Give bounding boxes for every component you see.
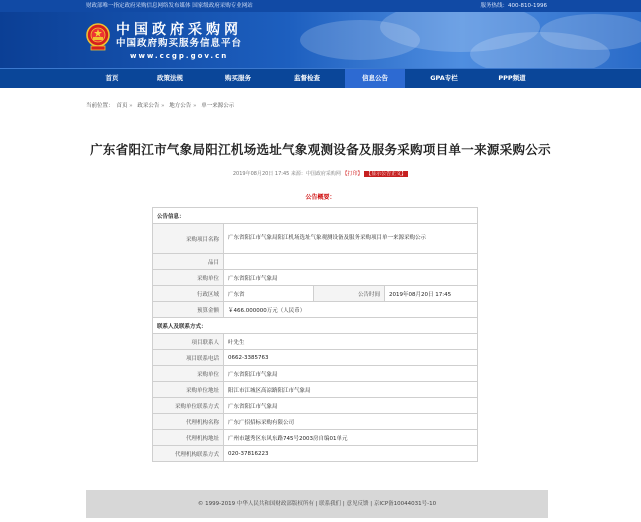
table-row [153,430,478,446]
nav-item-supervision[interactable]: 监督检查 [294,74,320,82]
buyer-value: 广东省阳江市气象局 [224,270,478,286]
breadcrumb-current[interactable]: 单一来源公示 [201,103,235,109]
budget-value: ￥466.000000万元（人民币） [224,302,478,318]
breadcrumb-separator: » [193,103,197,109]
field-label: 代理机构名称 [153,414,224,430]
table-row [153,350,478,366]
publish-info: 2019年08月20日 17:45 来源：中国政府采购网 [232,171,343,177]
service-hotline: 服务热线：400-810-1996 [480,3,547,9]
table-row [153,414,478,430]
field-label: 公告时间 [314,286,385,302]
table-row [153,208,478,224]
field-label: 代理机构联系方式 [153,446,224,462]
table-row [153,318,478,334]
agency-name-value: 广东广招招标采购有限公司 [224,414,478,430]
table-row [153,382,478,398]
table-row [153,270,478,286]
table-row [153,334,478,350]
project-name-value: 广东省阳江市气象局阳江机场选址气象观测设备及服务采购项目单一来源采购公示 [224,224,478,254]
breadcrumb-separator: » [161,103,165,109]
buyer-unit-value: 广东省阳江市气象局 [224,366,478,382]
breadcrumb [86,101,234,109]
agency-contact-value: 020-37816223 [224,446,478,462]
nav-item-announcements[interactable]: 信息公告 [345,69,405,88]
table-row [153,286,478,302]
region-value: 广东省 [224,286,314,302]
field-label: 采购单位 [153,270,224,286]
logo-subtitle: 中国政府购买服务信息平台 [116,38,243,49]
nav-item-purchase-services[interactable]: 购买服务 [225,74,251,82]
breadcrumb-notices[interactable]: 政采公告 [137,103,160,109]
buyer-address-value: 阳江市江城区高凉路阳江市气象局 [224,382,478,398]
breadcrumb-home[interactable]: 首页 [116,103,128,109]
nav-item-policy[interactable]: 政策法规 [157,74,183,82]
field-label: 采购项目名称 [153,224,224,254]
section-heading: 联系人及联系方式： [153,318,478,334]
notice-meta [0,170,641,177]
publish-time-value: 2019年08月20日 17:45 [385,286,478,302]
site-banner [0,12,641,68]
breadcrumb-prefix: 当前位置： [86,103,114,109]
agency-address-value: 广州市越秀区东风东路745号2003房自编01单元 [224,430,478,446]
field-label: 品目 [153,254,224,270]
breadcrumb-separator: » [129,103,133,109]
table-row [153,224,478,254]
field-label: 预算金额 [153,302,224,318]
summary-label: 公告概要： [305,194,336,201]
nav-item-home[interactable]: 首页 [105,74,119,82]
section-heading: 公告信息： [153,208,478,224]
contact-value: 叶先生 [224,334,478,350]
table-row [153,398,478,414]
top-info-left: 财政部唯一指定政府采购信息网络发布媒体 国家级政府采购专业网站 [86,3,253,9]
main-nav [0,68,641,88]
site-footer: © 1999-2019 中华人民共和国财政部版权所有 | 联系我们 | 意见反馈 | 京ICP备10044031号-10 [86,490,548,518]
field-label: 采购单位联系方式 [153,398,224,414]
buyer-contact-value: 广东省阳江市气象局 [224,398,478,414]
nav-item-ppp[interactable]: PPP频道 [498,74,526,82]
notice-title: 广东省阳江市气象局阳江机场选址气象观测设备及服务采购项目单一来源采购公示 [90,142,551,157]
field-label: 采购单位 [153,366,224,382]
field-label: 代理机构地址 [153,430,224,446]
table-row [153,302,478,318]
logo-url: www.ccgp.gov.cn [130,52,229,60]
table-row [153,366,478,382]
top-info-bar [0,0,641,12]
phone-value: 0662-3385763 [224,350,478,366]
logo-title: 中国政府采购网 [116,22,242,38]
national-emblem-icon [86,22,110,52]
field-label: 项目联系人 [153,334,224,350]
breadcrumb-local[interactable]: 地方公告 [169,103,192,109]
field-label: 行政区域 [153,286,224,302]
notice-info-table [152,207,478,462]
table-row [153,254,478,270]
print-button[interactable]: 【打印】 [342,171,363,177]
nav-item-gpa[interactable]: GPA专栏 [430,74,458,82]
category-value [224,254,478,270]
field-label: 项目联系电话 [153,350,224,366]
show-notice-button[interactable]: 【显示公告正文】 [366,171,407,177]
table-row [153,446,478,462]
field-label: 采购单位地址 [153,382,224,398]
